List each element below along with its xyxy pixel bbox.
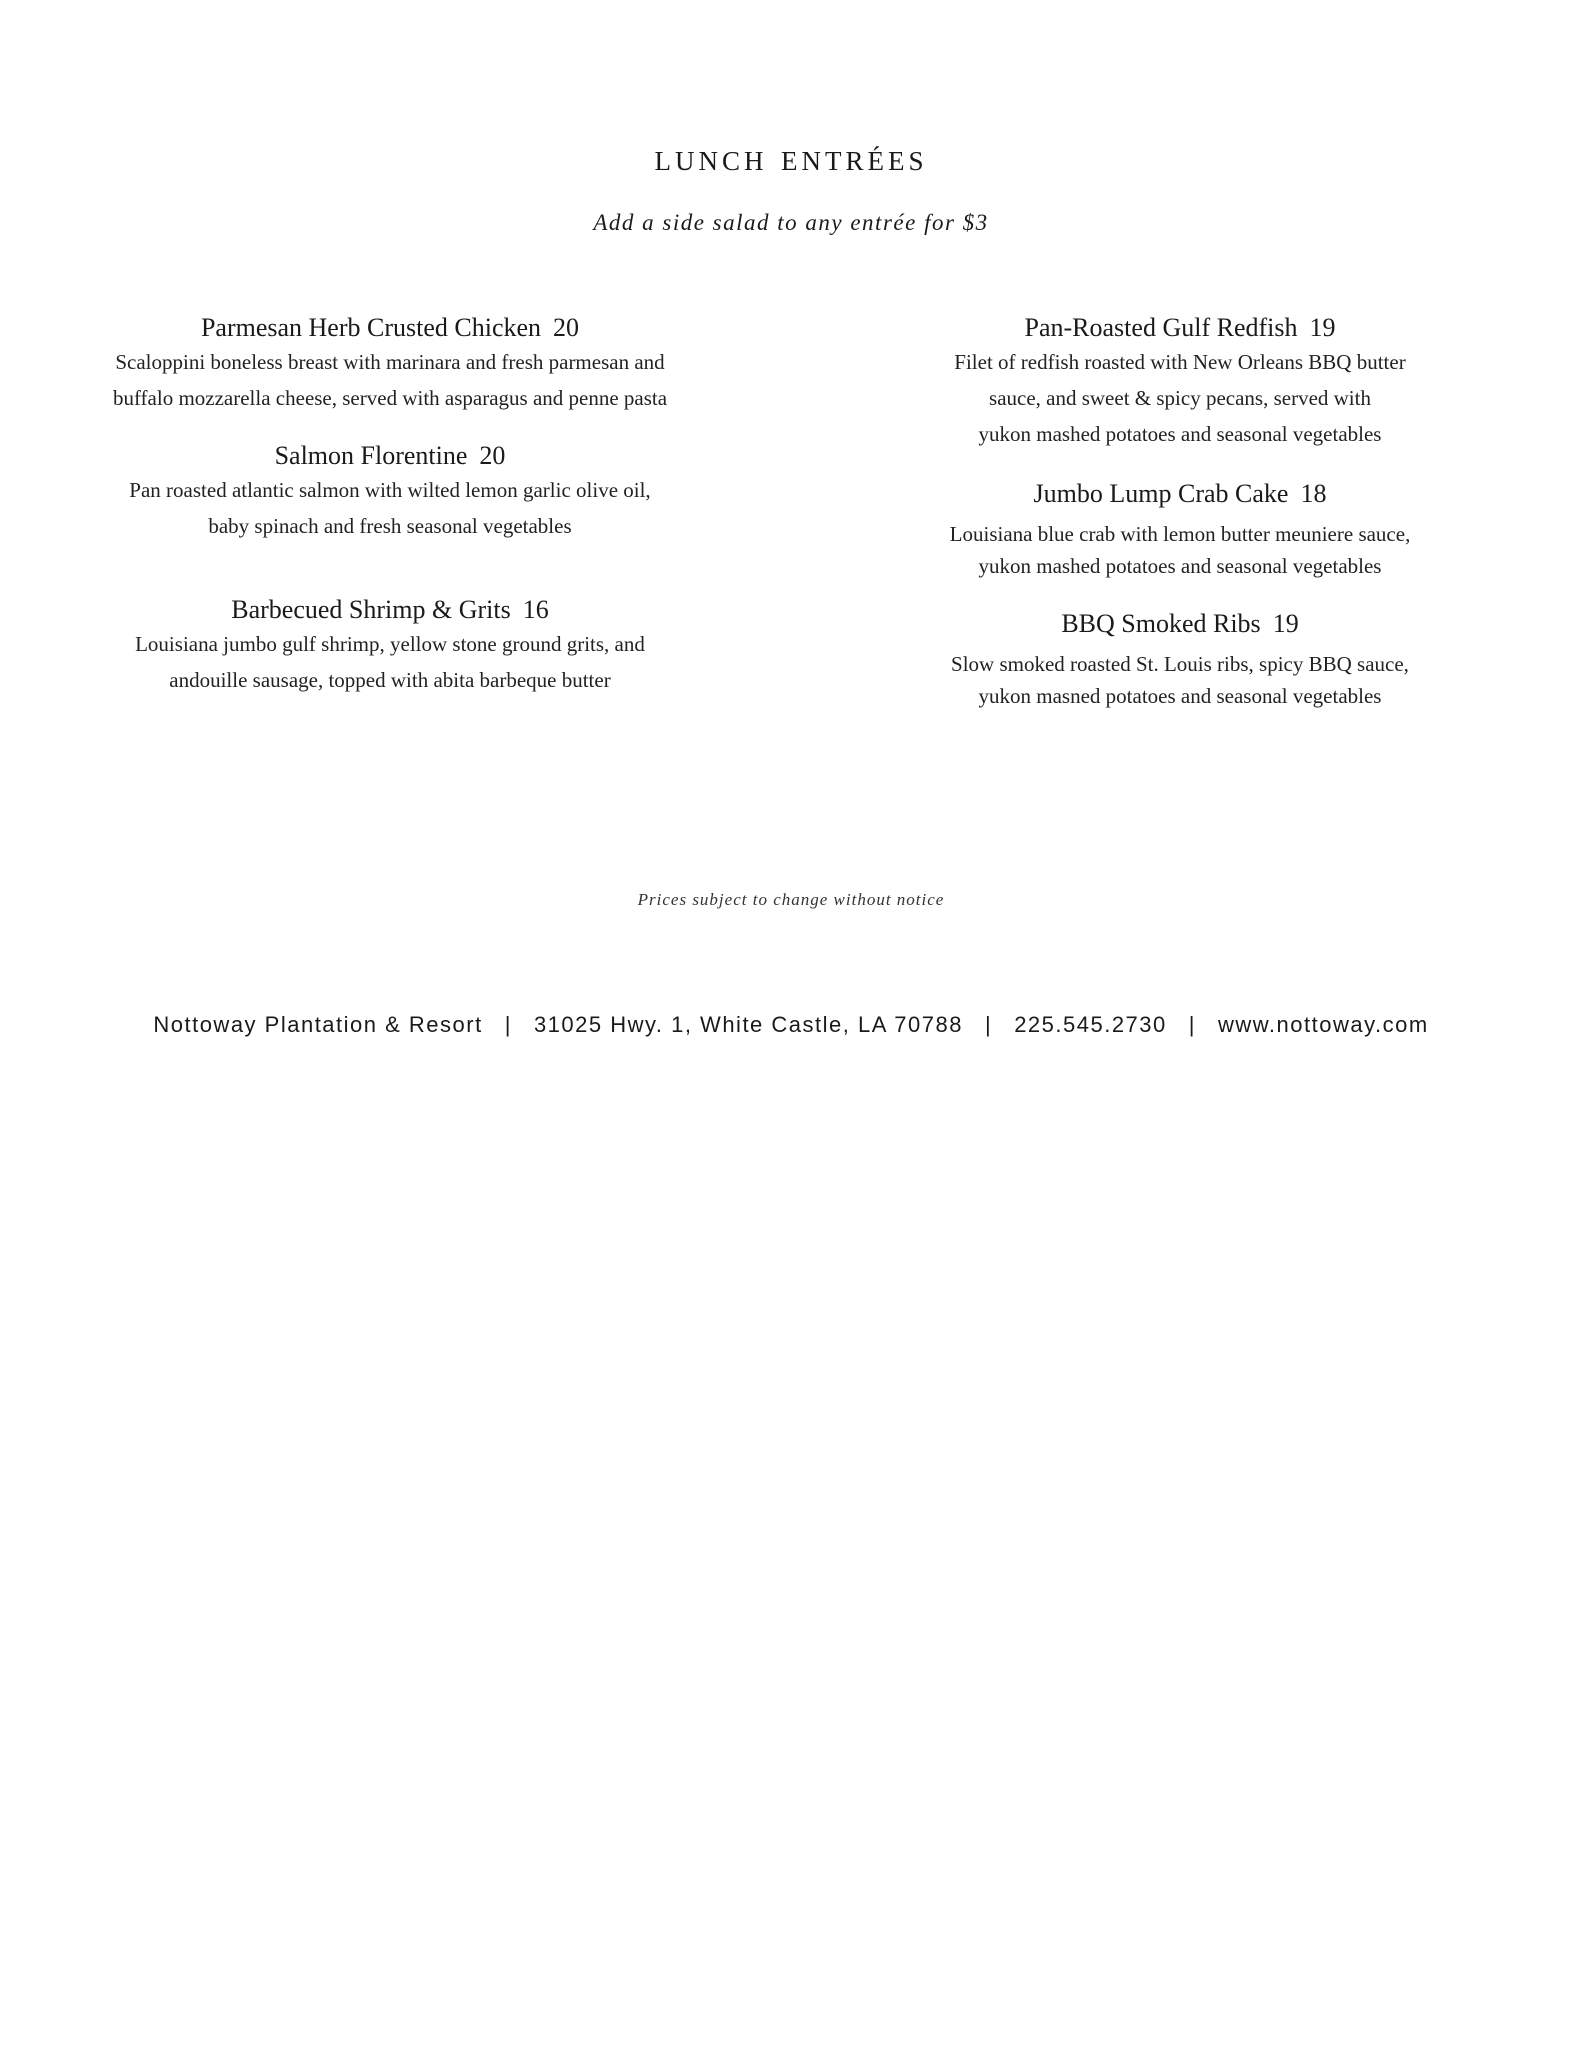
dish-description-line: Pan roasted atlantic salmon with wilted lemon garlic olive oil, [129, 478, 651, 502]
footer-phone: 225.545.2730 [1014, 1012, 1167, 1037]
dish-description-line: buffalo mozzarella cheese, served with asparagus and penne pasta [112, 386, 668, 410]
dish-name: Salmon Florentine [274, 441, 468, 470]
footer-address: 31025 Hwy. 1, White Castle, LA 70788 [533, 1012, 963, 1037]
dish-title [70, 594, 710, 626]
menu-title: lunch entrées [654, 137, 928, 179]
dish-item [860, 478, 1500, 582]
dish-description-line: sauce, and sweet & spicy pecans, served with [989, 386, 1371, 410]
dish-item [860, 312, 1500, 452]
menu-subtitle: Add a side salad to any entrée for $3 [593, 210, 989, 235]
dish-description-line: Filet of redfish roasted with New Orleans BBQ butter [954, 350, 1406, 374]
dish-description-line: yukon mashed potatoes and seasonal vegetables [978, 422, 1382, 446]
dish-item [70, 594, 710, 698]
dish-description [860, 344, 1500, 452]
dish-description-line: baby spinach and fresh seasonal vegetables [208, 514, 572, 538]
footer-separator: | [984, 1012, 993, 1037]
dish-title [860, 312, 1500, 344]
left-column [70, 312, 710, 698]
dish-name: BBQ Smoked Ribs [1061, 609, 1261, 638]
dish-title [70, 312, 710, 344]
dish-title [860, 608, 1500, 640]
dish-description-line: andouille sausage, topped with abita barbeque butter [169, 668, 611, 692]
footer-website[interactable]: www.nottoway.com [1217, 1012, 1429, 1037]
dish-price: 16 [522, 595, 549, 624]
dish-item [70, 440, 710, 544]
dish-price: 20 [553, 313, 580, 342]
dish-name: Parmesan Herb Crusted Chicken [200, 313, 542, 342]
dish-item [70, 312, 710, 416]
dish-price: 19 [1272, 609, 1299, 638]
dish-name: Pan-Roasted Gulf Redfish [1024, 313, 1298, 342]
footer-separator: | [1188, 1012, 1196, 1037]
dish-description-line: Louisiana blue crab with lemon butter meuniere sauce, [949, 522, 1411, 546]
footer-resort-name: Nottoway Plantation & Resort [153, 1012, 483, 1037]
dish-title [70, 440, 710, 472]
dish-name: Barbecued Shrimp & Grits [231, 595, 511, 624]
dish-description-line: yukon masned potatoes and seasonal vegetables [978, 684, 1382, 708]
dish-description-line: Louisiana jumbo gulf shrimp, yellow stone ground grits, and [135, 632, 645, 656]
dish-description-line: Slow smoked roasted St. Louis ribs, spicy BBQ sauce, [951, 652, 1409, 676]
footer [0, 1012, 1582, 1038]
dish-item [860, 608, 1500, 712]
dish-description [70, 472, 710, 544]
dish-description [860, 518, 1500, 582]
price-notice: Prices subject to change without notice [637, 890, 945, 909]
right-column [860, 312, 1500, 712]
footer-separator: | [504, 1012, 512, 1037]
dish-description-line: Scaloppini boneless breast with marinara and fresh parmesan and [115, 350, 665, 374]
dish-price: 18 [1300, 479, 1327, 508]
dish-description [70, 626, 710, 698]
dish-description-line: yukon mashed potatoes and seasonal vegetables [978, 554, 1382, 578]
dish-price: 20 [479, 441, 506, 470]
dish-description [70, 344, 710, 416]
dish-name: Jumbo Lump Crab Cake [1033, 479, 1289, 508]
dish-price: 19 [1309, 313, 1336, 342]
dish-description [860, 648, 1500, 712]
dish-title [860, 478, 1500, 510]
